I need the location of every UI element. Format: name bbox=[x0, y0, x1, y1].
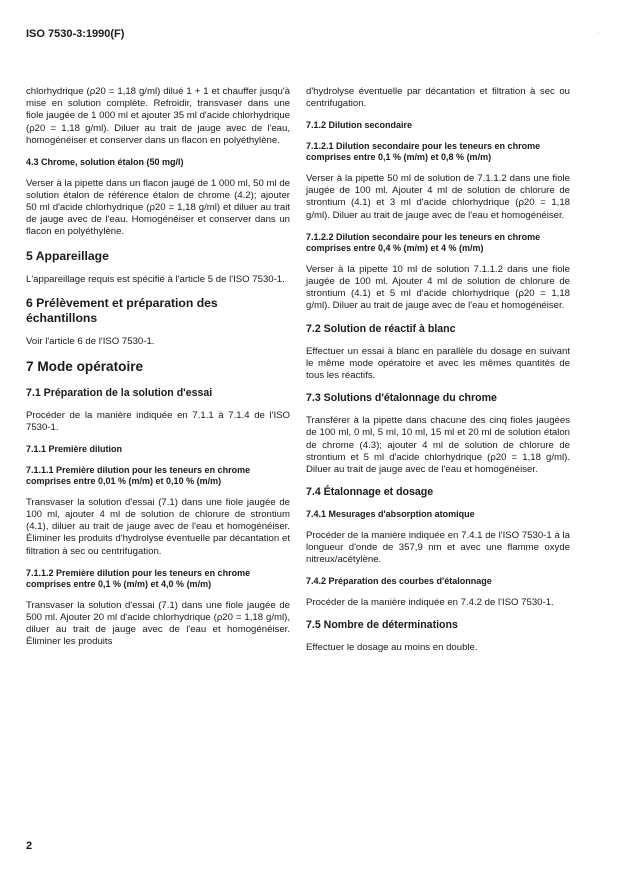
section-heading: 4.3 Chrome, solution étalon (50 mg/l) bbox=[26, 157, 184, 168]
paragraph: Effectuer le dosage au moins en double. bbox=[306, 641, 478, 653]
paragraph: Transvaser la solution d'essai (7.1) dans une fiole jaugée de 500 ml. Ajouter 20 ml d'acide chlorhydrique (ρ20 = 1,18 g/ml), diluer au trait de jauge avec de l'eau et homogénéiser. Éliminer les produits bbox=[26, 599, 290, 648]
paragraph: Transvaser la solution d'essai (7.1) dans une fiole jaugée de 100 ml, ajouter 4 ml de solution de chlorure de strontium (4.1), diluer au trait de jauge avec de l'eau et homogénéiser. Éliminer les produits d'hydrolyse éventuelle par décantation et filtration à sec ou centrifugation. bbox=[26, 496, 290, 557]
corner-mark: · bbox=[598, 30, 600, 36]
paragraph: Procéder de la manière indiquée en 7.1.1 à 7.1.4 de l'ISO 7530-1. bbox=[26, 409, 290, 434]
section-heading: 7.1.1.2 Première dilution pour les teneurs en chrome comprises entre 0,1 % (m/m) et 4,0 % (m/m) bbox=[26, 567, 251, 590]
section-heading: 7.3 Solutions d'étalonnage du chrome bbox=[306, 392, 497, 405]
section-heading: 7.1.2.1 Dilution secondaire pour les teneurs en chrome comprises entre 0,1 % (m/m) et 0,8 % (m/m) bbox=[306, 140, 541, 163]
paragraph: Effectuer un essai à blanc en parallèle du dosage en suivant le même mode opératoire et avec les mêmes quantités de tous les réactifs. bbox=[306, 345, 570, 381]
paragraph: chlorhydrique (ρ20 = 1,18 g/ml) dilué 1 + 1 et chauffer jusqu'à mise en solution complète. Refroidir, transvaser dans une fiole jaugée de 1 000 ml et ajouter 35 ml d'acide chlorhydrique (ρ20 = 1,18 g/ml). Diluer au trait de jauge avec de l'eau, homogénéiser et conserver dans un flacon en polyéthylène. bbox=[26, 86, 290, 146]
document-header: ISO 7530-3:1990(F) bbox=[26, 28, 125, 40]
page-number: 2 bbox=[26, 840, 33, 852]
section-heading: 7.1.2.2 Dilution secondaire pour les teneurs en chrome comprises entre 0,4 % (m/m) et 4 % (m/m) bbox=[306, 231, 541, 254]
paragraph: Verser à la pipette 10 ml de solution 7.1.1.2 dans une fiole jaugée de 100 ml. Ajouter 4 ml de solution de chlorure de strontium (4.1) et 5 ml d'acide chlorhydrique (ρ20 = 1,18 g/ml). Diluer au trait de jauge avec de l'eau et homogénéiser. bbox=[306, 263, 570, 312]
section-heading: 7.5 Nombre de déterminations bbox=[306, 618, 458, 631]
right-column bbox=[306, 86, 570, 664]
section-heading: 7.4.2 Préparation des courbes d'étalonnage bbox=[306, 576, 492, 587]
section-heading: 7 Mode opératoire bbox=[26, 358, 144, 374]
section-heading: 7.1.1.1 Première dilution pour les teneurs en chrome comprises entre 0,01 % (m/m) et 0,10 % (m/m) bbox=[26, 464, 251, 487]
paragraph: Procéder de la manière indiquée en 7.4.1 de l'ISO 7530-1 à la longueur d'onde de 357,9 nm et avec une flamme oxyde nitreux/acétylène. bbox=[306, 529, 570, 566]
section-heading: 7.4.1 Mesurages d'absorption atomique bbox=[306, 509, 475, 520]
paragraph: Transférer à la pipette dans chacune des cinq fioles jaugées de 100 ml, 0 ml, 5 ml, 10 ml, 15 ml et 20 ml de solution étalon de chrome (4.3); ajouter 4 ml de solution de chlorure de strontium et 5 ml d'acide chlorhydrique (ρ20 = 1,18 g/ml). Diluer au trait de jauge avec de l'eau et homogénéiser. bbox=[306, 415, 570, 475]
section-heading: 6 Prélèvement et préparation des échantillons bbox=[26, 295, 218, 325]
section-heading: 7.4 Étalonnage et dosage bbox=[306, 486, 434, 499]
left-column bbox=[26, 86, 290, 659]
section-heading: 7.1.1 Première dilution bbox=[26, 444, 123, 455]
section-heading: 5 Appareillage bbox=[26, 248, 109, 263]
section-heading: 7.1 Préparation de la solution d'essai bbox=[26, 386, 213, 399]
paragraph: d'hydrolyse éventuelle par décantation et filtration à sec ou centrifugation. bbox=[306, 86, 570, 110]
paragraph: Verser à la pipette dans un flacon jaugé de 1 000 ml, 50 ml de solution étalon de référence étalon de chrome (4.2); ajouter 50 ml d'acide chlorhydrique (ρ20 = 1,18 g/ml) et diluer au trait de jauge avec de l'eau. Homogénéiser et conserver dans un flacon en polyéthylène. bbox=[26, 177, 290, 238]
paragraph: Verser à la pipette 50 ml de solution de 7.1.1.2 dans une fiole jaugée de 100 ml. Ajouter 4 ml de solution de chlorure de strontium (4.1) et 3 ml d'acide chlorhydrique (ρ20 = 1,18 g/ml). Diluer au trait de jauge avec de l'eau et homogénéiser. bbox=[306, 172, 570, 221]
paragraph: Procéder de la manière indiquée en 7.4.2 de l'ISO 7530-1. bbox=[306, 596, 554, 608]
paragraph: Voir l'article 6 de l'ISO 7530-1. bbox=[26, 335, 155, 347]
paragraph: L'appareillage requis est spécifié à l'article 5 de l'ISO 7530-1. bbox=[26, 273, 285, 285]
section-heading: 7.1.2 Dilution secondaire bbox=[306, 120, 413, 131]
section-heading: 7.2 Solution de réactif à blanc bbox=[306, 322, 456, 335]
